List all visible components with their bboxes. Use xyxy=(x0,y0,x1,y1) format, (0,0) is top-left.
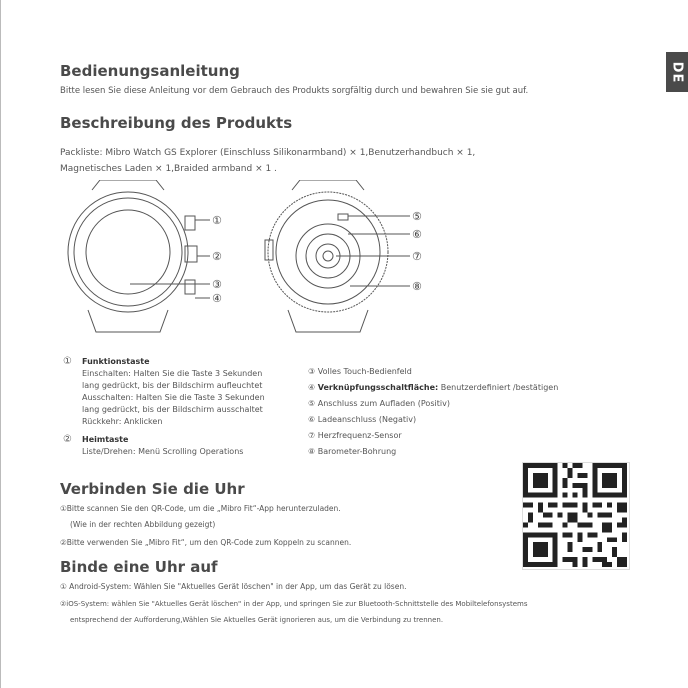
home-button-shape xyxy=(185,246,197,262)
item-2-title: Heimtaste xyxy=(82,435,129,444)
charging-contacts-shape xyxy=(338,214,348,220)
watch-back-case xyxy=(268,192,388,312)
function-button-shape xyxy=(185,216,195,230)
part-6: ⑥ Ladeanschluss (Negativ) xyxy=(308,415,417,424)
item-1-line-2: lang gedrückt, bis der Bildschirm aufleuchtet xyxy=(82,381,263,390)
item-1-number: ① xyxy=(63,356,72,367)
item-1-title: Funktionstaste xyxy=(82,357,150,366)
part-7: ⑦ Herzfrequenz-Sensor xyxy=(308,431,402,440)
part-3: ③ Volles Touch-Bedienfeld xyxy=(308,367,412,376)
callout-1: ① xyxy=(212,214,222,227)
callout-8: ⑧ xyxy=(412,280,422,293)
unbind-step-2b: entsprechend der Aufforderung,Wählen Sie Aktuelles Gerät ignorieren aus, um die Verbindung zu trennen. xyxy=(70,616,444,624)
unbind-step-1: ① Android-System: Wählen Sie "Aktuelles Gerät löschen" in der App, um das Gerät zu lösen. xyxy=(60,582,407,591)
callout-4: ④ xyxy=(212,292,222,305)
item-1-line-1: Einschalten: Halten Sie die Taste 3 Sekunden xyxy=(82,369,263,378)
package-line-2: Magnetisches Laden × 1,Braided armband × 1 . xyxy=(60,164,277,174)
qr-code[interactable] xyxy=(522,462,630,570)
callout-7: ⑦ xyxy=(412,250,422,263)
watch-front-screen xyxy=(86,210,170,294)
item-1-line-4: lang gedrückt, bis der Bildschirm ausschaltet xyxy=(82,405,263,414)
unbind-step-2: ②iOS-System: wählen Sie "Aktuelles Gerät löschen" in der App, und springen Sie zur Bluetooth-Schnittstelle des Mobiltelefonsystems xyxy=(60,600,528,608)
connect-title: Verbinden Sie die Uhr xyxy=(60,480,245,498)
watch-diagram xyxy=(60,180,460,340)
shortcut-button-shape xyxy=(185,280,195,294)
part-8: ⑧ Barometer-Bohrung xyxy=(308,447,397,456)
item-1-line-3: Ausschalten: Halten Sie die Taste 3 Sekunden xyxy=(82,393,265,402)
part-4: ④ Verknüpfungsschaltfläche: Benutzerdefiniert /bestätigen xyxy=(308,383,559,392)
unbind-title: Binde eine Uhr auf xyxy=(60,558,218,576)
callout-2: ② xyxy=(212,250,222,263)
connect-step-1b: (Wie in der rechten Abbildung gezeigt) xyxy=(70,520,216,529)
item-2-number: ② xyxy=(63,434,72,445)
callout-6: ⑥ xyxy=(412,228,422,241)
item-2-line: Liste/Drehen: Menü Scrolling Operations xyxy=(82,447,244,456)
part-5: ⑤ Anschluss zum Aufladen (Positiv) xyxy=(308,399,450,408)
callout-3: ③ xyxy=(212,278,222,291)
manual-intro: Bitte lesen Sie diese Anleitung vor dem Gebrauch des Produkts sorgfältig durch und bewahren Sie sie gut auf. xyxy=(60,86,529,96)
callout-5: ⑤ xyxy=(412,210,422,223)
language-tab: DE xyxy=(666,52,688,92)
manual-title: Bedienungsanleitung xyxy=(60,62,240,80)
connect-step-1: ①Bitte scannen Sie den QR-Code, um die „Mibro Fit“-App herunterzuladen. xyxy=(60,504,341,513)
description-title: Beschreibung des Produkts xyxy=(60,114,293,132)
heart-rate-sensor-shape xyxy=(323,251,333,261)
page-edge xyxy=(0,0,1,688)
package-line-1: Packliste: Mibro Watch GS Explorer (Einschluss Silikonarmband) × 1,Benutzerhandbuch × 1, xyxy=(60,148,476,158)
connect-step-2: ②Bitte verwenden Sie „Mibro Fit“, um den QR-Code zum Koppeln zu scannen. xyxy=(60,538,352,547)
item-1-line-5: Rückkehr: Anklicken xyxy=(82,417,163,426)
